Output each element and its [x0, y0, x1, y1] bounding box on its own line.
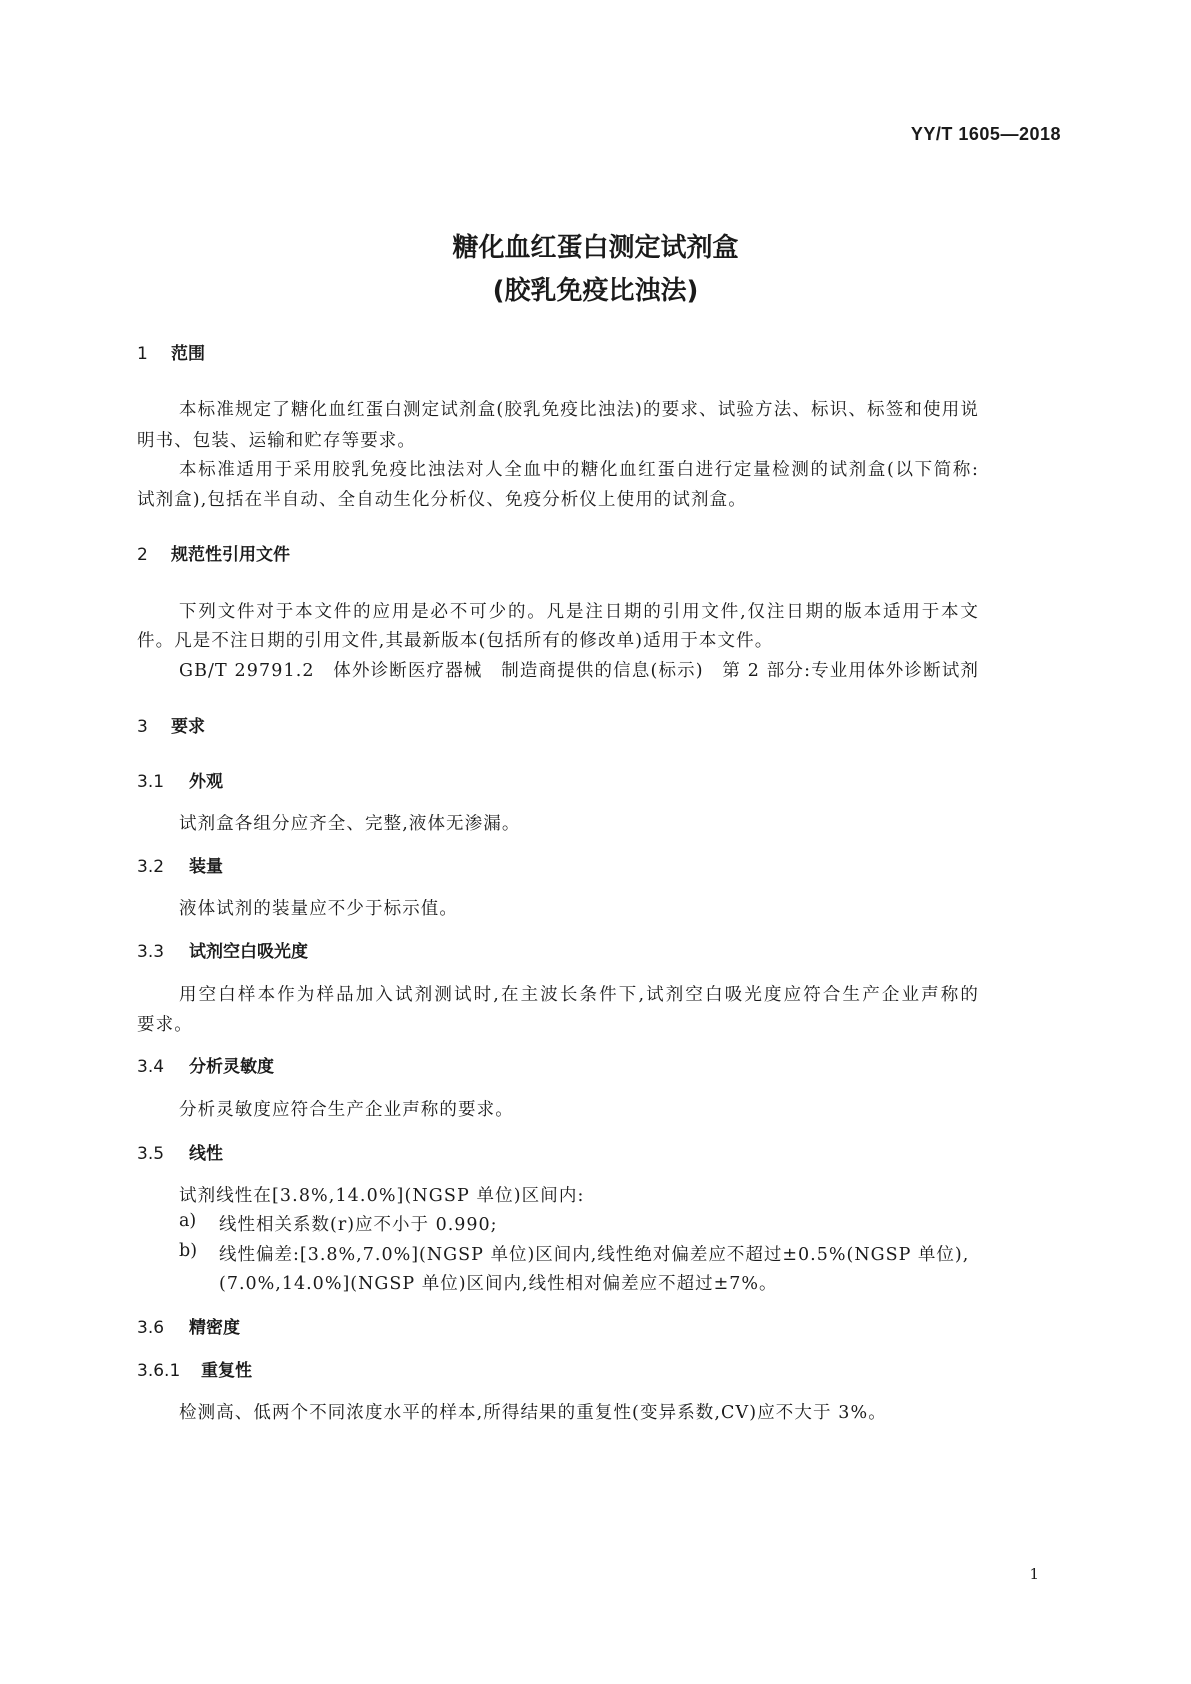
section-number: 1: [137, 344, 148, 364]
section-title: 外观: [189, 772, 223, 792]
section-number: 3: [137, 717, 148, 737]
section-number: 3.6.1: [137, 1361, 181, 1381]
section-number: 3.4: [137, 1057, 165, 1077]
section-3-6-1-heading: [137, 1356, 252, 1381]
document-subtitle: (胶乳免疫比浊法): [492, 276, 699, 306]
paragraph: 本标准规定了糖化血红蛋白测定试剂盒(胶乳免疫比浊法)的要求、试验方法、标识、标签和使用说: [179, 400, 979, 420]
section-number: 3.5: [137, 1144, 165, 1164]
paragraph: 用空白样本作为样品加入试剂测试时,在主波长条件下,试剂空白吸光度应符合生产企业声称的: [179, 985, 979, 1005]
list-item-continuation: (7.0%,14.0%](NGSP 单位)区间内,线性相对偏差应不超过±7%。: [219, 1274, 778, 1294]
section-number: 3.2: [137, 857, 165, 877]
section-number: 3.3: [137, 942, 165, 962]
paragraph: 分析灵敏度应符合生产企业声称的要求。: [179, 1100, 514, 1120]
document-title: 糖化血红蛋白测定试剂盒: [452, 233, 739, 263]
section-title: 线性: [189, 1144, 223, 1164]
paragraph: 件。凡是不注日期的引用文件,其最新版本(包括所有的修改单)适用于本文件。: [137, 631, 774, 651]
section-title: 试剂空白吸光度: [189, 942, 308, 962]
list-marker: b): [179, 1241, 198, 1261]
standard-code: YY/T 1605—2018: [910, 124, 1061, 144]
section-number: 3.6: [137, 1318, 165, 1338]
list-item: 线性相关系数(r)应不小于 0.990;: [219, 1215, 498, 1235]
section-3-3-heading: [137, 937, 308, 962]
section-title: 重复性: [201, 1361, 252, 1381]
section-title: 规范性引用文件: [171, 545, 290, 565]
paragraph: 试剂线性在[3.8%,14.0%](NGSP 单位)区间内:: [179, 1186, 585, 1206]
section-3-1-heading: [137, 767, 223, 792]
paragraph: 要求。: [137, 1015, 193, 1035]
section-title: 要求: [171, 717, 205, 737]
section-title: 分析灵敏度: [189, 1057, 274, 1077]
section-number: 3.1: [137, 772, 165, 792]
paragraph: 试剂盒各组分应齐全、完整,液体无渗漏。: [179, 814, 521, 834]
page-number: 1: [1029, 1565, 1039, 1583]
section-3-2-heading: [137, 852, 223, 877]
paragraph: 本标准适用于采用胶乳免疫比浊法对人全血中的糖化血红蛋白进行定量检测的试剂盒(以下简称:: [179, 460, 979, 480]
section-2-heading: [137, 540, 290, 565]
paragraph: 液体试剂的装量应不少于标示值。: [179, 899, 458, 919]
section-1-heading: [137, 339, 205, 364]
normative-reference: GB/T 29791.2 体外诊断医疗器械 制造商提供的信息(标示) 第 2 部分:专业用体外诊断试剂: [179, 661, 979, 681]
section-3-4-heading: [137, 1052, 274, 1077]
paragraph: 试剂盒),包括在半自动、全自动生化分析仪、免疫分析仪上使用的试剂盒。: [137, 490, 747, 510]
section-3-heading: [137, 712, 205, 737]
section-title: 装量: [189, 857, 223, 877]
section-3-6-heading: [137, 1313, 240, 1338]
paragraph: 下列文件对于本文件的应用是必不可少的。凡是注日期的引用文件,仅注日期的版本适用于本文: [179, 602, 979, 622]
section-number: 2: [137, 545, 148, 565]
paragraph: 明书、包装、运输和贮存等要求。: [137, 431, 416, 451]
section-3-5-heading: [137, 1139, 223, 1164]
list-item: 线性偏差:[3.8%,7.0%](NGSP 单位)区间内,线性绝对偏差应不超过±0.5%(NGSP 单位),: [219, 1245, 970, 1265]
list-marker: a): [179, 1211, 197, 1231]
section-title: 范围: [171, 344, 205, 364]
paragraph: 检测高、低两个不同浓度水平的样本,所得结果的重复性(变异系数,CV)应不大于 3%。: [179, 1403, 887, 1423]
section-title: 精密度: [189, 1318, 240, 1338]
